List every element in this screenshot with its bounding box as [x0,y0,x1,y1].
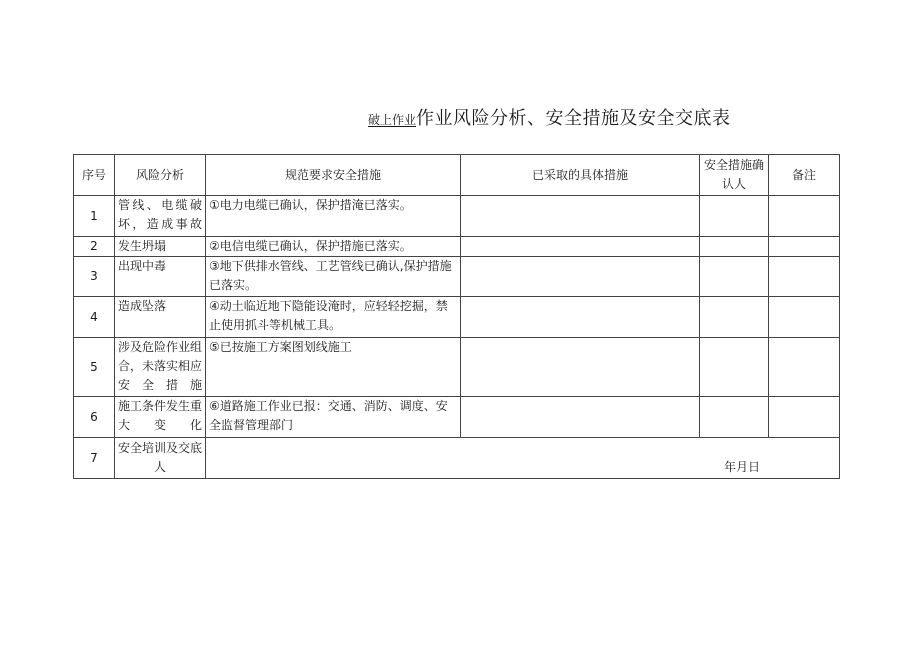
row-risk: 涉及危险作业组合，未落实相应安全措施 [115,338,206,397]
row-no: 2 [74,237,115,257]
row-taken-cell [461,338,700,397]
header-measures: 规范要求安全措施 [206,155,461,196]
header-risk: 风险分析 [115,155,206,196]
table-row [74,397,840,438]
row-risk: 造成坠落 [115,297,206,338]
row-measure: ③地下供排水管线、工艺管线已确认,保护措施已落实。 [206,257,461,297]
header-taken: 已采取的具体措施 [461,155,700,196]
row-risk: 管线、电缆破坏，造成事故 [115,196,206,237]
row-no: 4 [74,297,115,338]
row-remark-cell [769,196,840,237]
header-no: 序号 [74,155,115,196]
row-risk: 施工条件发生重大变化 [115,397,206,438]
signature-date-cell [206,438,840,479]
row-no: 6 [74,397,115,438]
row-remark-cell [769,397,840,438]
header-remark: 备注 [769,155,840,196]
row-remark-cell [769,237,840,257]
table-row [74,338,840,397]
row-confirm-cell [700,297,769,338]
training-signatory-label: 安全培训及交底人 [115,438,206,479]
row-remark-cell [769,297,840,338]
table-row [74,257,840,297]
row-risk: 出现中毒 [115,257,206,297]
row-measure: ⑤已按施工方案图划线施工 [206,338,461,397]
row-remark-cell [769,338,840,397]
final-row [74,438,840,479]
row-measure: ②电信电缆已确认，保护措施已落实。 [206,237,461,257]
row-measure: ⑥道路施工作业已报：交通、消防、调度、安全监督管理部门 [206,397,461,438]
row-measure: ①电力电缆已确认，保护措淹已落实。 [206,196,461,237]
signature-date: 年月日 [723,460,760,474]
row-taken-cell [461,196,700,237]
row-confirm-cell [700,196,769,237]
row-taken-cell [461,397,700,438]
table-row [74,237,840,257]
row-no: 3 [74,257,115,297]
row-no: 5 [74,338,115,397]
row-taken-cell [461,237,700,257]
row-taken-cell [461,257,700,297]
table-row [74,297,840,338]
row-risk: 发生坍塌 [115,237,206,257]
table-row [74,196,840,237]
row-remark-cell [769,257,840,297]
row-confirm-cell [700,338,769,397]
work-type-label: 破上作业 [368,113,417,127]
risk-analysis-table [73,154,840,479]
row-measure: ④动土临近地下隐能设淹时，应轻轻挖掘，禁止使用抓斗等机械工具。 [206,297,461,338]
table-header-row [74,155,840,196]
title-text: 作业风险分析、安全措施及安全交底表 [416,108,731,129]
row-confirm-cell [700,237,769,257]
row-confirm-cell [700,257,769,297]
document-title [368,104,731,130]
final-row-no: 7 [74,438,115,479]
row-confirm-cell [700,397,769,438]
row-taken-cell [461,297,700,338]
header-confirm: 安全措施确认人 [700,155,769,196]
row-no: 1 [74,196,115,237]
